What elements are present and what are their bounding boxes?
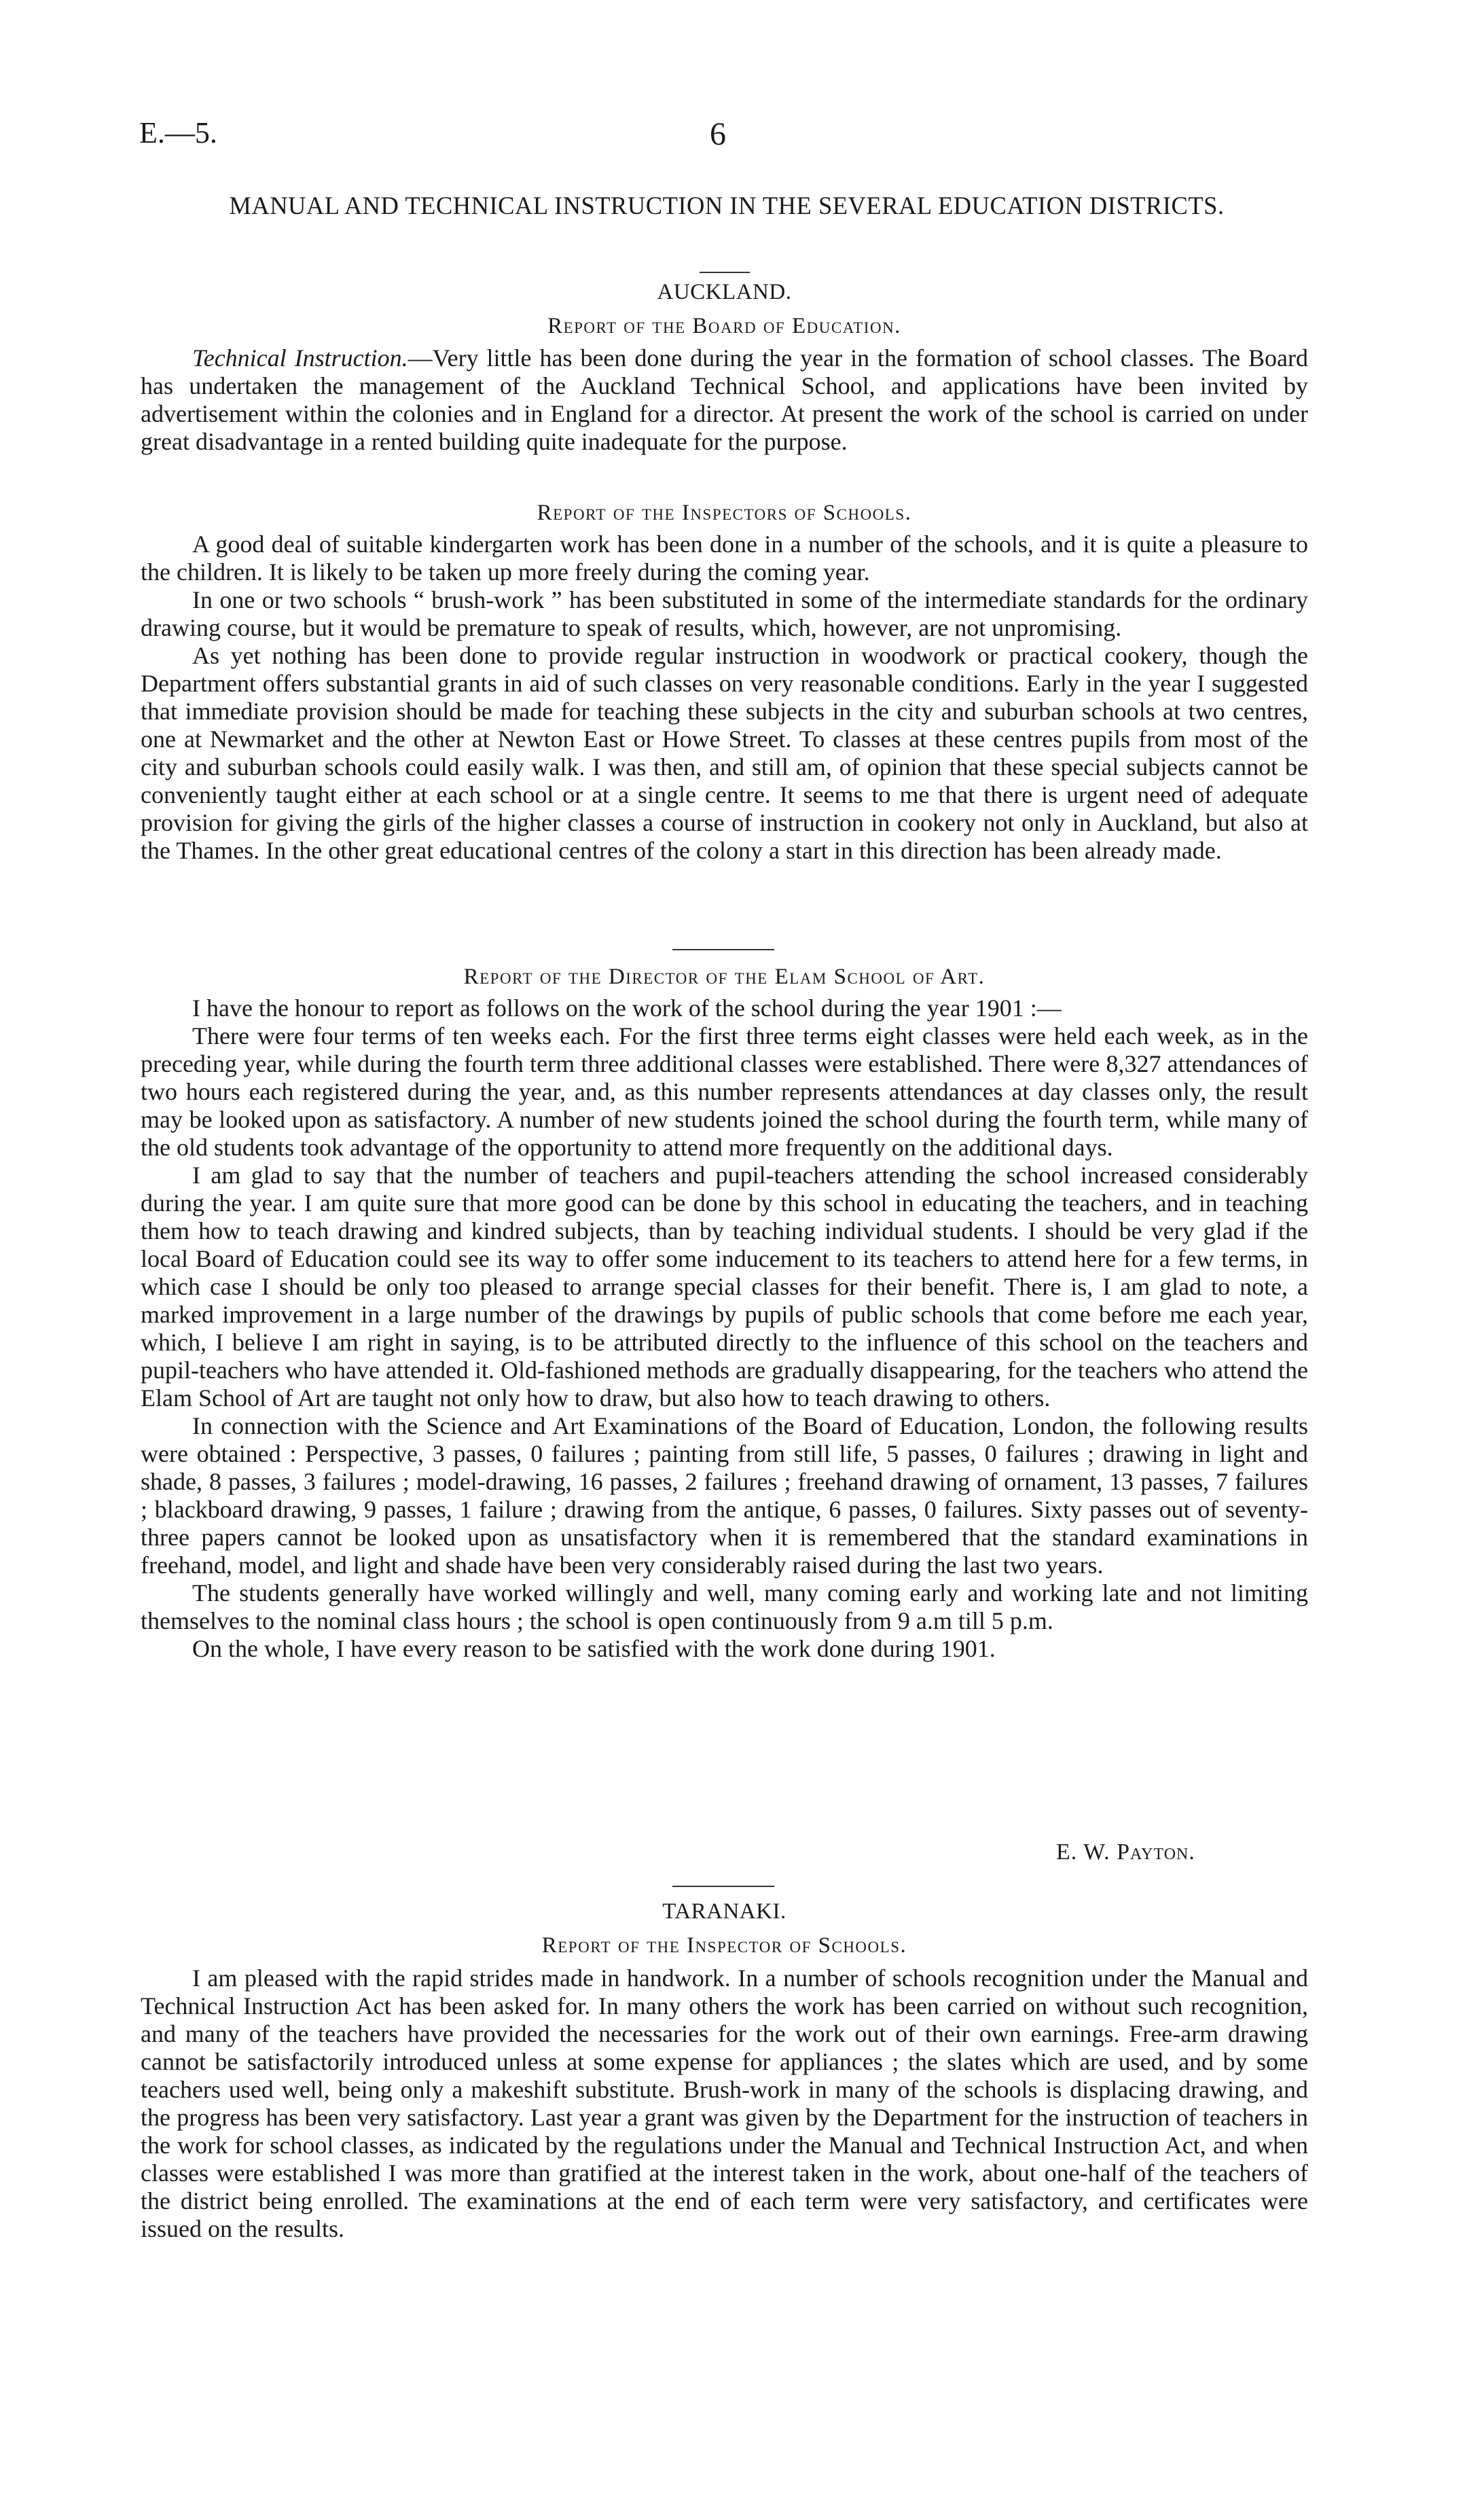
paragraph: I am glad to say that the number of teachers and pupil-teachers attending the school increased considerably during the year. I am quite sure that more good can be done by this school in educating the teachers, and in teaching them how to teach drawing and kindred subjects, than by teaching individual students. I should be very glad if the local Board of Education could see its way to offer some inducement to its teachers to attend here for a few terms, in which case I should be only too pleased to arrange special classes for their benefit. There is, I am glad to note, a marked improvement in a large number of the drawings by pupils of public schools that come before me each year, which, I believe I am right in saying, is to be attributed directly to the influence of this school on the teachers and pupil-teachers who have attended it. Old-fashioned methods are gradually disappearing, for the teachers who attend the Elam School of Art are taught not only how to draw, but also how to teach drawing to others. [141, 1162, 1308, 1412]
page-title: MANUAL AND TECHNICAL INSTRUCTION IN THE SEVERAL EDUCATION DISTRICTS. [229, 192, 1225, 219]
director-report-heading: Report of the Director of the Elam School of Art. [463, 965, 985, 989]
paragraph: I have the honour to report as follows on the work of the school during the year 1901 :— [192, 994, 1062, 1022]
series-reference: E.—5. [139, 116, 217, 149]
board-report-body [141, 344, 1308, 456]
technical-instruction-lead: Technical Instruction. [192, 344, 408, 372]
director-report-body [141, 994, 1308, 1663]
section-heading-auckland: AUCKLAND. [657, 280, 792, 304]
paragraph: As yet nothing has been done to provide regular instruction in woodwork or practical cookery, though the Department offers substantial grants in aid of such classes on very reasonable conditions. Early in the year I suggested that immediate provision should be made for teaching these subjects in the city and suburban schools at two centres, one at Newmarket and the other at Newton East or Howe Street. To classes at these centres pupils from most of the city and suburban schools could easily walk. I was then, and still am, of opinion that these special subjects cannot be conveniently taught either at each school or at a single centre. It seems to me that there is urgent need of adequate provision for giving the girls of the higher classes a course of instruction in cookery not only in Auckland, but also at the Thames. In the other great educational centres of the colony a start in this direction has been already made. [141, 642, 1308, 864]
inspectors-report-body [141, 531, 1308, 865]
signature: E. W. Payton. [1056, 1839, 1195, 1865]
taranaki-report-body [141, 1964, 1308, 2243]
taranaki-inspector-heading: Report of the Inspector of Schools. [541, 1933, 907, 1958]
paragraph: In one or two schools “ brush-work ” has been substituted in some of the intermediate standards for the ordinary drawing course, but it would be premature to speak of results, which, however, are not unpromising. [141, 586, 1308, 641]
section-divider [672, 1886, 774, 1887]
paragraph: I am pleased with the rapid strides made in handwork. In a number of schools recognition under the Manual and Technical Instruction Act has been asked for. In many others the work has been carried on without such recognition, and many of the teachers have provided the necessaries for the work out of their own earnings. Free-arm drawing cannot be satisfactorily introduced unless at some expense for appliances ; the slates which are used, and by some teachers used well, being only a makeshift substitute. Brush-work in many of the schools is displacing drawing, and the progress has been very satisfactory. Last year a grant was given by the Department for the instruction of teachers in the work for school classes, as indicated by the regulations under the Manual and Technical Instruction Act, and when classes were established I was more than gratified at the interest taken in the work, about one-half of the teachers of the district being enrolled. The examinations at the end of each term were very satisfactory, and certificates were issued on the results. [141, 1964, 1308, 2242]
paragraph: The students generally have worked willingly and well, many coming early and working late and not limiting themselves to the nominal class hours ; the school is open continuously from 9 a.m till 5 p.m. [141, 1579, 1308, 1634]
section-heading-taranaki: TARANAKI. [662, 1899, 786, 1924]
board-report-paragraph [141, 344, 1308, 456]
board-report-text: —Very little has been done during the year in the formation of school classes. The Board has undertaken the management of the Auckland Technical School, and applications have been invited by advertisement within the colonies and in England for a director. At present the work of the school is carried on under great disadvantage in a rented building quite inadequate for the purpose. [141, 344, 1308, 455]
paragraph: On the whole, I have every reason to be satisfied with the work done during 1901. [192, 1635, 996, 1662]
title-divider [700, 272, 750, 273]
page-number: 6 [710, 116, 726, 152]
section-divider [672, 949, 774, 950]
paragraph: A good deal of suitable kindergarten work has been done in a number of the schools, and it is quite a pleasure to the children. It is likely to be taken up more freely during the coming year. [141, 531, 1308, 586]
board-report-heading: Report of the Board of Education. [547, 314, 901, 338]
paragraph: In connection with the Science and Art Examinations of the Board of Education, London, the following results were obtained : Perspective, 3 passes, 0 failures ; painting from still life, 5 passes, 0 failures ; drawing in light and shade, 8 passes, 3 failures ; model-drawing, 16 passes, 2 failures ; freehand drawing of ornament, 13 passes, 7 failures ; blackboard drawing, 9 passes, 1 failure ; drawing from the antique, 6 passes, 0 failures. Sixty passes out of seventy-three papers cannot be looked upon as unsatisfactory when it is remembered that the standard examinations in freehand, model, and light and shade have been very considerably raised during the last two years. [141, 1412, 1308, 1579]
paragraph: There were four terms of ten weeks each. For the first three terms eight classes were held each week, as in the preceding year, while during the fourth term three additional classes were established. There were 8,327 attendances of two hours each registered during the year, and, as this number represents attendances at day classes only, the result may be looked upon as satisfactory. A number of new students joined the school during the fourth term, while many of the old students took advantage of the opportunity to attend more frequently on the additional days. [141, 1022, 1308, 1161]
inspectors-report-heading: Report of the Inspectors of Schools. [537, 501, 912, 525]
